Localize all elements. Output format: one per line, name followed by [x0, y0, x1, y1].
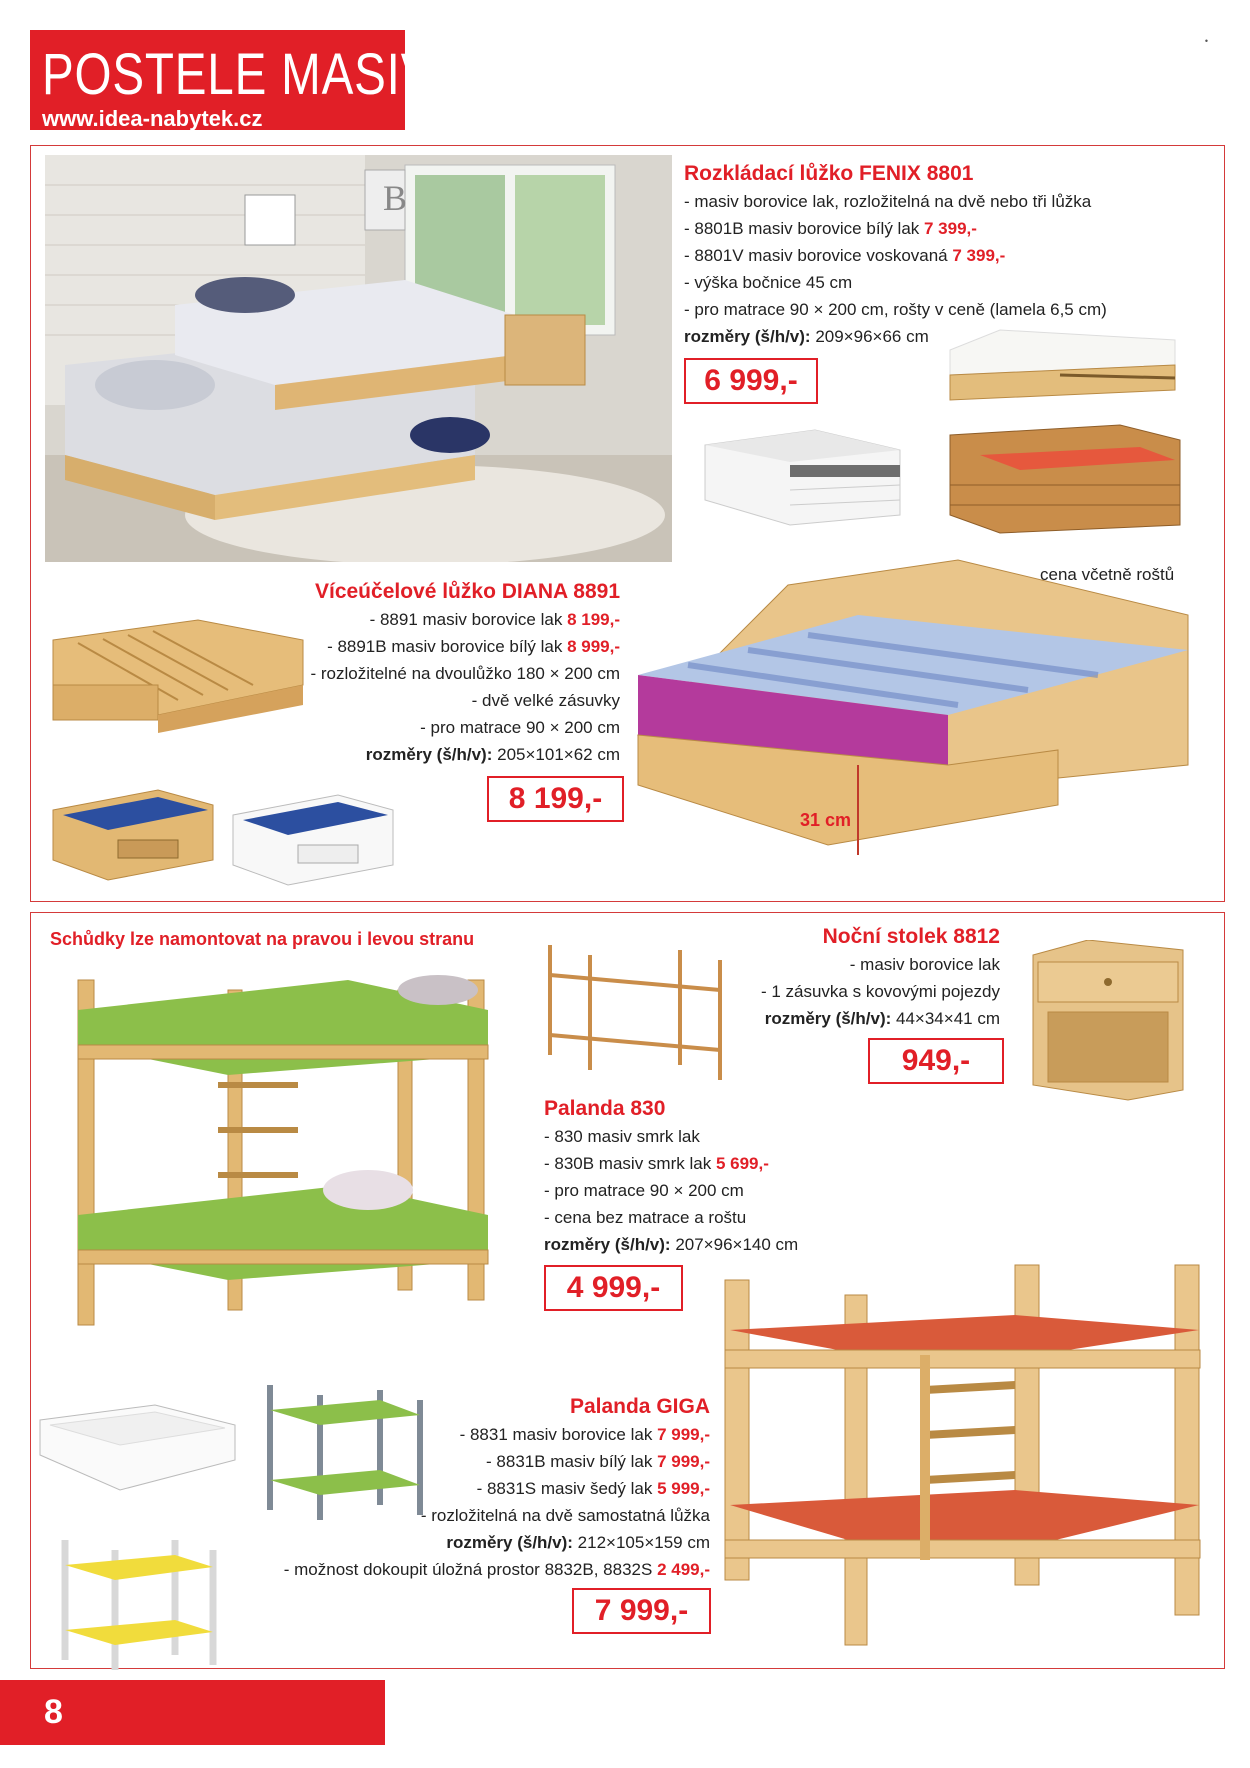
giga-price: 7 999,- [572, 1588, 711, 1634]
giga-photo [715, 1260, 1210, 1655]
palanda830-price: 4 999,- [544, 1265, 683, 1311]
diana-price: 8 199,- [487, 776, 624, 822]
giga-variant-s-price: 5 999,- [657, 1479, 710, 1498]
fenix-spec-1: - masiv borovice lak, rozložitelná na dvě nebo tři lůžka [684, 192, 1092, 211]
stolek-dimensions: rozměry (š/h/v): 44×34×41 cm [764, 1009, 1000, 1028]
giga-dimensions: rozměry (š/h/v): 212×105×159 cm [446, 1533, 710, 1552]
diana-spec-1: - 8891 masiv borovice lak 8 199,- [369, 610, 620, 629]
fenix-product-white [695, 420, 905, 530]
palanda830-spec-2: - 830B masiv smrk lak 5 699,- [544, 1154, 769, 1173]
fenix-spec-5: - pro matrace 90 × 200 cm, rošty v ceně (lamela 6,5 cm) [684, 300, 1107, 319]
giga-storage-price: 2 499,- [657, 1560, 710, 1579]
giga-extra: - možnost dokoupit úložná prostor 8832B, 8832S 2 499,- [283, 1560, 710, 1579]
diana-spec-3: - rozložitelné na dvoulůžko 180 × 200 cm [310, 664, 620, 683]
fenix-price: 6 999,- [684, 358, 818, 404]
palanda830-spec-1: - 830 masiv smrk lak [544, 1127, 700, 1146]
fenix-variant-b-price: 7 399,- [924, 219, 977, 238]
svg-text:B: B [383, 178, 408, 218]
giga-spec-1: - 8831 masiv borovice lak 7 999,- [459, 1425, 710, 1444]
diana-dimensions: rozměry (š/h/v): 205×101×62 cm [365, 745, 620, 764]
diana-spec-2: - 8891B masiv borovice bílý lak 8 999,- [327, 637, 620, 656]
diana-thumb-white [228, 780, 398, 890]
diana-double-bed-image [628, 555, 1193, 885]
giga-spec-3: - 8831S masiv šedý lak 5 999,- [476, 1479, 710, 1498]
giga-spec-list [240, 1421, 710, 1583]
fenix-product-wood-daybed [940, 415, 1190, 535]
diana-thumb-wood [48, 775, 218, 885]
giga-spec-4: - rozložitelná na dvě samostatná lůžka [420, 1506, 710, 1525]
giga-white-bunk [55, 1535, 220, 1675]
fenix-spec-2: - 8801B masiv borovice bílý lak 7 399,- [684, 219, 977, 238]
diana-variant-b-price: 8 999,- [567, 637, 620, 656]
palanda830-spec-list [544, 1123, 798, 1258]
website-url[interactable]: www.idea-nabytek.cz [42, 106, 263, 131]
ladder-note: Schůdky lze namontovat na pravou i levou stranu [50, 929, 475, 949]
giga-variant-lak-price: 7 999,- [657, 1425, 710, 1444]
corner-mark: • [1204, 36, 1208, 46]
stolek-price: 949,- [868, 1038, 1004, 1084]
diana-note: cena včetně roštů [1040, 565, 1175, 584]
fenix-title: Rozkládací lůžko FENIX 8801 [684, 162, 974, 185]
giga-storage-drawer [35, 1400, 240, 1500]
stolek-spec-list [700, 951, 1000, 1032]
giga-spec-2: - 8831B masiv bílý lak 7 999,- [486, 1452, 710, 1471]
fenix-room-photo [45, 155, 672, 562]
bunk-830-photo [48, 960, 518, 1330]
stolek-spec-2: - 1 zásuvka s kovovými pojezdy [760, 982, 1000, 1001]
diana-frame-image [48, 585, 308, 735]
fenix-dimensions: rozměry (š/h/v): 209×96×66 cm [684, 327, 929, 346]
diana-variant-lak-price: 8 199,- [567, 610, 620, 629]
stolek-title: Noční stolek 8812 [822, 925, 1000, 948]
fenix-variant-v-price: 7 399,- [952, 246, 1006, 265]
palanda830-spec-3: - pro matrace 90 × 200 cm [544, 1181, 744, 1200]
stolek-image [1028, 940, 1188, 1105]
fenix-product-stacked [940, 320, 1185, 410]
palanda830-spec-4: - cena bez matrace a roštu [544, 1208, 747, 1227]
diana-height-label: 31 cm [800, 810, 852, 830]
diana-title: Víceúčelové lůžko DIANA 8891 [314, 580, 620, 603]
palanda830-title: Palanda 830 [544, 1097, 666, 1120]
fenix-spec-4: - výška bočnice 45 cm [684, 273, 853, 292]
giga-title: Palanda GIGA [569, 1395, 710, 1418]
giga-variant-b-price: 7 999,- [657, 1452, 710, 1471]
page-number: 8 [44, 1693, 63, 1731]
page-title: POSTELE MASIV [42, 42, 434, 107]
diana-spec-5: - pro matrace 90 × 200 cm [420, 718, 620, 737]
palanda830-variant-b-price: 5 699,- [715, 1154, 769, 1173]
diana-spec-4: - dvě velké zásuvky [471, 691, 620, 710]
stolek-spec-1: - masiv borovice lak [849, 955, 1000, 974]
fenix-spec-3: - 8801V masiv borovice voskovaná 7 399,- [684, 246, 1006, 265]
palanda830-dimensions: rozměry (š/h/v): 207×96×140 cm [544, 1235, 799, 1254]
